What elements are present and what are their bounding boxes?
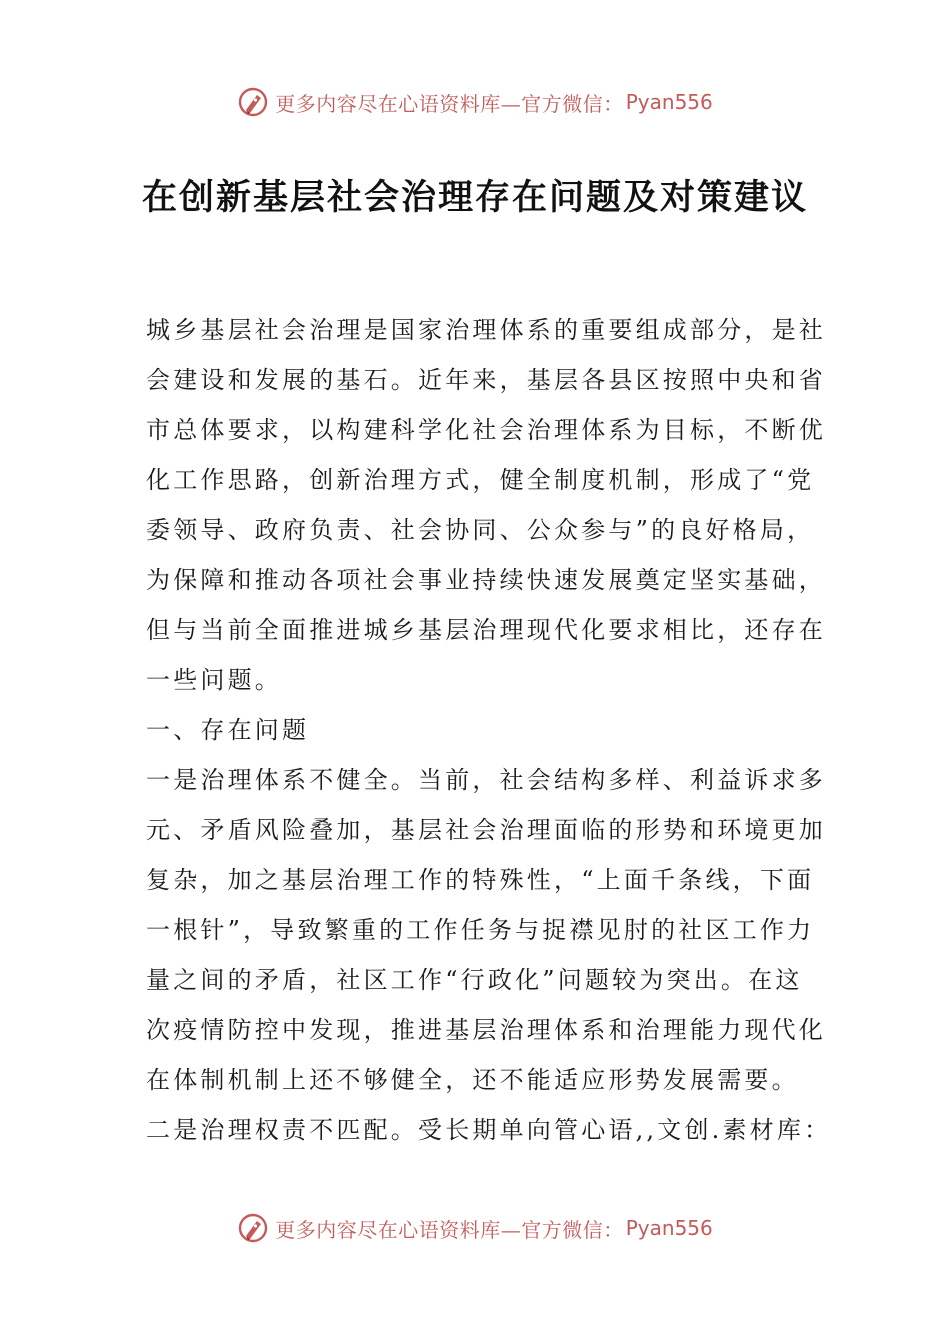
- pen-nib-circle-icon: [237, 86, 269, 118]
- body-line: 为保障和推动各项社会事业持续快速发展奠定坚实基础，: [146, 566, 826, 594]
- body-line: 在体制机制上还不够健全，还不能适应形势发展需要。: [146, 1066, 799, 1094]
- body-line: 化工作思路，创新治理方式，健全制度机制，形成了“党: [146, 466, 815, 494]
- watermark-text: 更多内容尽在心语资料库—官方微信：: [275, 91, 624, 116]
- body-line: 市总体要求，以构建科学化社会治理体系为目标，不断优: [146, 416, 826, 444]
- section-heading: 一、存在问题: [146, 716, 310, 744]
- body-line: 会建设和发展的基石。近年来，基层各县区按照中央和省: [146, 366, 826, 394]
- body-line: 但与当前全面推进城乡基层治理现代化要求相比，还存在: [146, 616, 826, 644]
- body-line: 二是治理权责不匹配。受长期单向管心语,,文创.素材库：: [146, 1116, 832, 1144]
- body-line: 一是治理体系不健全。当前，社会结构多样、利益诉求多: [146, 766, 826, 794]
- header-watermark: [0, 82, 950, 122]
- body-line: 一些问题。: [146, 666, 282, 694]
- body-line: 量之间的矛盾，社区工作“行政化”问题较为突出。在这: [146, 966, 803, 994]
- body-line: 城乡基层社会治理是国家治理体系的重要组成部分，是社: [146, 316, 826, 344]
- body-line: 元、矛盾风险叠加，基层社会治理面临的形势和环境更加: [146, 816, 826, 844]
- watermark-text: 更多内容尽在心语资料库—官方微信：: [275, 1217, 624, 1242]
- body-line: 一根针”，导致繁重的工作任务与捉襟见肘的社区工作力: [146, 916, 815, 944]
- pen-nib-circle-icon: [237, 1212, 269, 1244]
- document-body: [146, 305, 832, 1155]
- body-line: 复杂，加之基层治理工作的特殊性，“上面千条线，下面: [146, 866, 815, 894]
- watermark-wechat-id: Pyan556: [625, 1216, 713, 1240]
- body-line: 委领导、政府负责、社会协同、公众参与”的良好格局，: [146, 516, 815, 544]
- watermark-wechat-id: Pyan556: [625, 90, 713, 114]
- body-line: 次疫情防控中发现，推进基层治理体系和治理能力现代化: [146, 1016, 826, 1044]
- document-title: 在创新基层社会治理存在问题及对策建议: [141, 177, 808, 218]
- footer-watermark: [0, 1208, 950, 1248]
